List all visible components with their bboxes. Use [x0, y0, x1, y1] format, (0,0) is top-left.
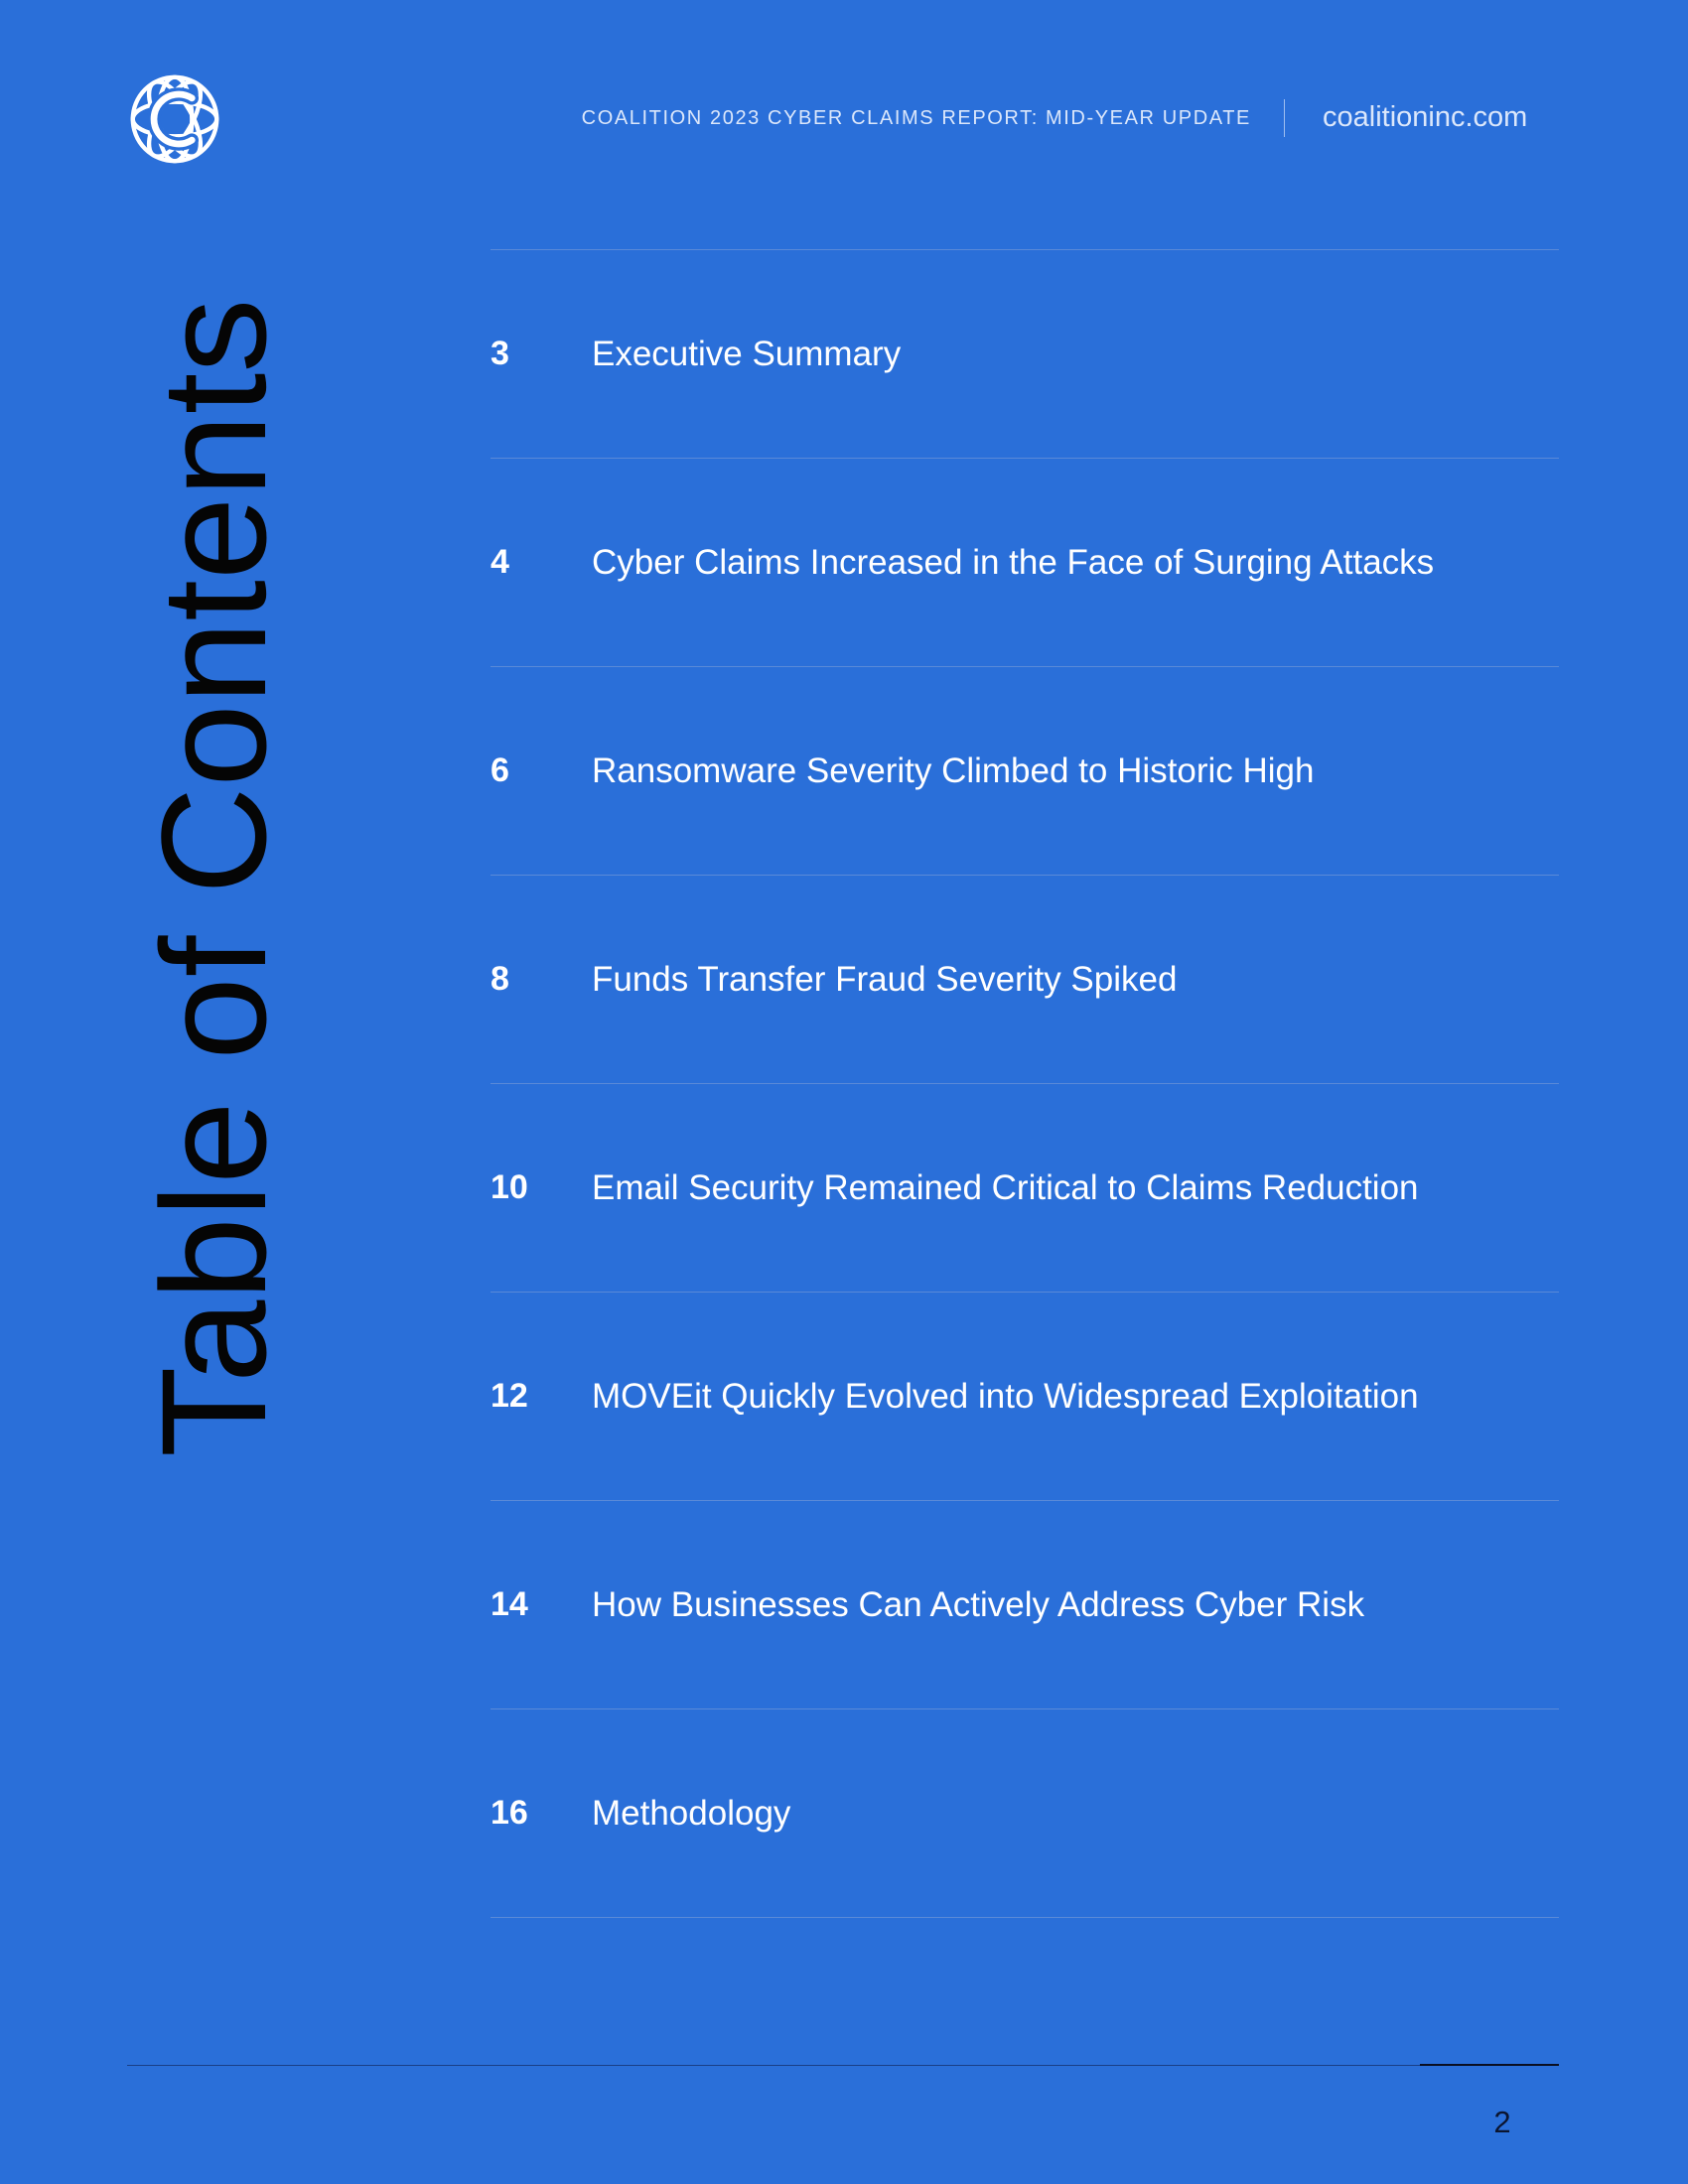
toc-title: Ransomware Severity Climbed to Historic High [592, 751, 1315, 790]
toc-title: How Businesses Can Actively Address Cyber Risk [592, 1584, 1365, 1624]
toc-item[interactable] [491, 1709, 1559, 1918]
toc-title: Funds Transfer Fraud Severity Spiked [592, 959, 1178, 999]
toc-page-number: 16 [491, 1794, 528, 1832]
toc-item[interactable] [491, 1293, 1559, 1501]
toc-page-number: 14 [491, 1585, 528, 1623]
report-title: COALITION 2023 CYBER CLAIMS REPORT: MID-YEAR UPDATE [581, 107, 1251, 129]
toc-page-number: 4 [491, 543, 509, 581]
toc-title: Methodology [592, 1793, 791, 1833]
toc-page-number: 10 [491, 1168, 528, 1206]
toc-item[interactable] [491, 1501, 1559, 1709]
page-title: Table of Contents [130, 298, 297, 1457]
page-number: 2 [1493, 2105, 1511, 2139]
header-divider [1284, 99, 1285, 137]
table-of-contents [491, 249, 1559, 1918]
website-link[interactable]: coalitioninc.com [1323, 101, 1528, 133]
toc-item[interactable] [491, 250, 1559, 459]
toc-page-number: 3 [491, 335, 509, 372]
toc-item[interactable] [491, 459, 1559, 667]
toc-page-number: 8 [491, 960, 509, 998]
toc-item[interactable] [491, 667, 1559, 876]
toc-page-number: 6 [491, 751, 509, 789]
toc-item[interactable] [491, 876, 1559, 1084]
footer-divider [127, 2065, 1559, 2066]
toc-title: Cyber Claims Increased in the Face of Surging Attacks [592, 542, 1435, 582]
toc-title: Email Security Remained Critical to Claims Reduction [592, 1167, 1419, 1207]
toc-item[interactable] [491, 1084, 1559, 1293]
toc-title: Executive Summary [592, 334, 902, 373]
footer-accent-line [1420, 2064, 1559, 2066]
toc-title: MOVEit Quickly Evolved into Widespread Exploitation [592, 1376, 1419, 1416]
coalition-logo-icon [127, 71, 222, 167]
toc-page-number: 12 [491, 1377, 528, 1415]
